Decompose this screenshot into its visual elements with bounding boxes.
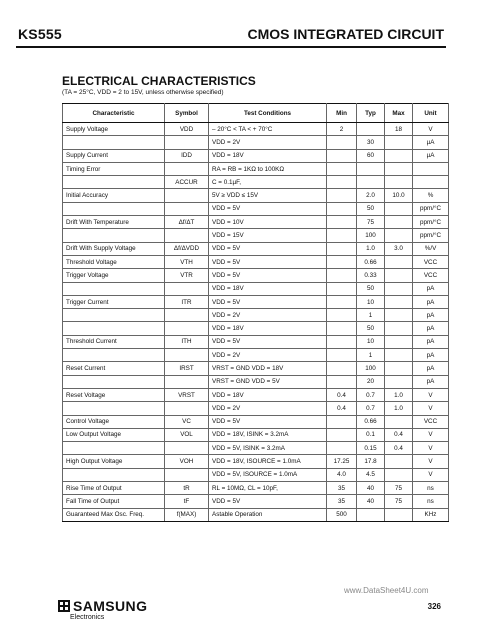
test-conditions-cell: – 20°C < TA < + 70°C — [209, 123, 327, 136]
typ-cell: 40 — [357, 482, 385, 495]
table-row — [63, 455, 449, 468]
part-number: KS555 — [18, 26, 62, 42]
typ-cell — [357, 508, 385, 521]
electrical-characteristics-table — [62, 103, 449, 522]
table-row — [63, 189, 449, 202]
symbol-cell — [165, 202, 209, 215]
max-cell — [385, 229, 413, 242]
column-header: Unit — [413, 104, 449, 123]
test-conditions-cell: 5V ≥ VDD ≤ 15V — [209, 189, 327, 202]
table-row — [63, 123, 449, 136]
unit-cell: pA — [413, 309, 449, 322]
page-number: 326 — [427, 602, 441, 611]
typ-cell — [357, 162, 385, 175]
test-conditions-cell: VDD = 18V — [209, 388, 327, 401]
max-cell — [385, 508, 413, 521]
symbol-cell: tR — [165, 482, 209, 495]
symbol-cell: f(MAX) — [165, 508, 209, 521]
table-row — [63, 322, 449, 335]
test-conditions-cell: VRST = GND VDD = 18V — [209, 362, 327, 375]
max-cell: 1.0 — [385, 388, 413, 401]
max-cell — [385, 176, 413, 189]
characteristic-cell: Supply Current — [63, 149, 165, 162]
characteristic-cell: Reset Voltage — [63, 388, 165, 401]
typ-cell: 17.8 — [357, 455, 385, 468]
table-body — [63, 123, 449, 522]
table-row — [63, 375, 449, 388]
section-conditions: (TA = 25°C, VDD = 2 to 15V, unless otherwise specified) — [62, 89, 224, 96]
table-row — [63, 362, 449, 375]
test-conditions-cell: VDD = 18V — [209, 322, 327, 335]
unit-cell: VCC — [413, 415, 449, 428]
characteristic-cell — [63, 309, 165, 322]
min-cell: 35 — [327, 482, 357, 495]
unit-cell: pA — [413, 349, 449, 362]
max-cell — [385, 269, 413, 282]
symbol-cell — [165, 442, 209, 455]
max-cell — [385, 162, 413, 175]
unit-cell — [413, 162, 449, 175]
watermark: www.DataSheet4U.com — [344, 586, 429, 595]
table-row — [63, 442, 449, 455]
characteristic-cell — [63, 136, 165, 149]
max-cell: 0.4 — [385, 442, 413, 455]
test-conditions-cell: VDD = 5V — [209, 335, 327, 348]
test-conditions-cell: VDD = 18V — [209, 282, 327, 295]
min-cell — [327, 282, 357, 295]
min-cell — [327, 375, 357, 388]
samsung-logo — [58, 598, 147, 614]
max-cell — [385, 455, 413, 468]
unit-cell: pA — [413, 322, 449, 335]
unit-cell: KHz — [413, 508, 449, 521]
unit-cell: pA — [413, 282, 449, 295]
test-conditions-cell: VDD = 5V — [209, 295, 327, 308]
unit-cell: ns — [413, 482, 449, 495]
max-cell — [385, 309, 413, 322]
test-conditions-cell: VDD = 2V — [209, 309, 327, 322]
symbol-cell: VTR — [165, 269, 209, 282]
min-cell — [327, 309, 357, 322]
unit-cell: ppm/°C — [413, 202, 449, 215]
characteristic-cell: Guaranteed Max Osc. Freq. — [63, 508, 165, 521]
symbol-cell: VOL — [165, 428, 209, 441]
test-conditions-cell: VDD = 5V — [209, 255, 327, 268]
symbol-cell — [165, 468, 209, 481]
typ-cell: 0.15 — [357, 442, 385, 455]
unit-cell: pA — [413, 295, 449, 308]
min-cell — [327, 428, 357, 441]
min-cell — [327, 322, 357, 335]
typ-cell: 20 — [357, 375, 385, 388]
min-cell — [327, 189, 357, 202]
characteristic-cell: Supply Voltage — [63, 123, 165, 136]
column-header: Max — [385, 104, 413, 123]
characteristic-cell — [63, 229, 165, 242]
max-cell — [385, 216, 413, 229]
min-cell — [327, 242, 357, 255]
unit-cell: µA — [413, 149, 449, 162]
table-row — [63, 242, 449, 255]
unit-cell: V — [413, 428, 449, 441]
min-cell — [327, 202, 357, 215]
symbol-cell — [165, 309, 209, 322]
max-cell: 0.4 — [385, 428, 413, 441]
column-header: Test Conditions — [209, 104, 327, 123]
characteristic-cell: Trigger Current — [63, 295, 165, 308]
max-cell — [385, 362, 413, 375]
typ-cell: 30 — [357, 136, 385, 149]
min-cell — [327, 229, 357, 242]
unit-cell: pA — [413, 335, 449, 348]
max-cell — [385, 468, 413, 481]
table-row — [63, 229, 449, 242]
min-cell — [327, 335, 357, 348]
characteristic-cell — [63, 468, 165, 481]
typ-cell: 10 — [357, 295, 385, 308]
table-row — [63, 349, 449, 362]
symbol-cell: IDD — [165, 149, 209, 162]
symbol-cell — [165, 375, 209, 388]
table-row — [63, 216, 449, 229]
table-header-row — [63, 104, 449, 123]
unit-cell: ppm/°C — [413, 229, 449, 242]
test-conditions-cell: RA = RB = 1KΩ to 100KΩ — [209, 162, 327, 175]
table-row — [63, 176, 449, 189]
unit-cell: pA — [413, 362, 449, 375]
characteristic-cell — [63, 349, 165, 362]
unit-cell: V — [413, 388, 449, 401]
table-row — [63, 402, 449, 415]
symbol-cell: tF — [165, 495, 209, 508]
min-cell — [327, 349, 357, 362]
max-cell — [385, 415, 413, 428]
min-cell — [327, 176, 357, 189]
test-conditions-cell: Astable Operation — [209, 508, 327, 521]
table-row — [63, 295, 449, 308]
symbol-cell: VOH — [165, 455, 209, 468]
max-cell: 3.0 — [385, 242, 413, 255]
table-row — [63, 269, 449, 282]
max-cell: 10.0 — [385, 189, 413, 202]
unit-cell: ns — [413, 495, 449, 508]
symbol-cell: ITH — [165, 335, 209, 348]
min-cell: 35 — [327, 495, 357, 508]
typ-cell: 0.66 — [357, 415, 385, 428]
characteristic-cell: Low Output Voltage — [63, 428, 165, 441]
column-header: Min — [327, 104, 357, 123]
characteristic-cell — [63, 402, 165, 415]
typ-cell: 4.5 — [357, 468, 385, 481]
brand-division: Electronics — [70, 614, 105, 621]
typ-cell: 50 — [357, 322, 385, 335]
typ-cell: 0.7 — [357, 402, 385, 415]
symbol-cell — [165, 402, 209, 415]
table-row — [63, 162, 449, 175]
symbol-cell — [165, 229, 209, 242]
test-conditions-cell: VDD = 5V, ISOURCE = 1.0mA — [209, 468, 327, 481]
min-cell — [327, 295, 357, 308]
max-cell — [385, 255, 413, 268]
table-row — [63, 202, 449, 215]
unit-cell: VCC — [413, 269, 449, 282]
typ-cell: 1.0 — [357, 242, 385, 255]
unit-cell: V — [413, 468, 449, 481]
characteristic-cell: High Output Voltage — [63, 455, 165, 468]
test-conditions-cell: VDD = 5V, ISINK = 3.2mA — [209, 442, 327, 455]
symbol-cell: Δf/ΔT — [165, 216, 209, 229]
table-row — [63, 468, 449, 481]
table-row — [63, 282, 449, 295]
unit-cell: V — [413, 123, 449, 136]
min-cell — [327, 415, 357, 428]
test-conditions-cell: VDD = 10V — [209, 216, 327, 229]
min-cell — [327, 162, 357, 175]
max-cell — [385, 149, 413, 162]
unit-cell: %/V — [413, 242, 449, 255]
typ-cell: 50 — [357, 282, 385, 295]
symbol-cell — [165, 162, 209, 175]
characteristic-cell: Rise Time of Output — [63, 482, 165, 495]
test-conditions-cell: C = 0.1µF, — [209, 176, 327, 189]
min-cell — [327, 216, 357, 229]
table-row — [63, 255, 449, 268]
table-row — [63, 508, 449, 521]
typ-cell: 1 — [357, 309, 385, 322]
max-cell — [385, 202, 413, 215]
typ-cell: 100 — [357, 362, 385, 375]
column-header: Characteristic — [63, 104, 165, 123]
table-row — [63, 309, 449, 322]
characteristic-cell: Initial Accuracy — [63, 189, 165, 202]
unit-cell: % — [413, 189, 449, 202]
characteristic-cell: Trigger Voltage — [63, 269, 165, 282]
characteristic-cell — [63, 282, 165, 295]
min-cell — [327, 255, 357, 268]
column-header: Symbol — [165, 104, 209, 123]
min-cell: 500 — [327, 508, 357, 521]
test-conditions-cell: VDD = 5V — [209, 269, 327, 282]
typ-cell: 40 — [357, 495, 385, 508]
unit-cell: V — [413, 402, 449, 415]
max-cell: 75 — [385, 495, 413, 508]
table-row — [63, 136, 449, 149]
typ-cell: 1 — [357, 349, 385, 362]
min-cell — [327, 269, 357, 282]
min-cell: 0.4 — [327, 402, 357, 415]
min-cell — [327, 136, 357, 149]
typ-cell: 2.0 — [357, 189, 385, 202]
characteristic-cell: Fall Time of Output — [63, 495, 165, 508]
symbol-cell: VRST — [165, 388, 209, 401]
symbol-cell — [165, 349, 209, 362]
unit-cell: V — [413, 442, 449, 455]
characteristic-cell — [63, 442, 165, 455]
typ-cell: 0.1 — [357, 428, 385, 441]
test-conditions-cell: VDD = 5V — [209, 242, 327, 255]
characteristic-cell — [63, 375, 165, 388]
test-conditions-cell: VDD = 18V — [209, 149, 327, 162]
symbol-cell — [165, 322, 209, 335]
test-conditions-cell: VDD = 5V — [209, 495, 327, 508]
max-cell — [385, 295, 413, 308]
section-title: ELECTRICAL CHARACTERISTICS — [62, 74, 256, 88]
symbol-cell — [165, 282, 209, 295]
max-cell — [385, 375, 413, 388]
test-conditions-cell: VDD = 18V, ISOURCE = 1.0mA — [209, 455, 327, 468]
test-conditions-cell: RL = 10MΩ, CL = 10pF, — [209, 482, 327, 495]
max-cell: 75 — [385, 482, 413, 495]
min-cell: 4.0 — [327, 468, 357, 481]
test-conditions-cell: VDD = 5V — [209, 415, 327, 428]
unit-cell: VCC — [413, 255, 449, 268]
symbol-cell: IRST — [165, 362, 209, 375]
test-conditions-cell: VRST = GND VDD = 5V — [209, 375, 327, 388]
max-cell — [385, 335, 413, 348]
table-row — [63, 495, 449, 508]
typ-cell: 0.7 — [357, 388, 385, 401]
characteristic-cell: Control Voltage — [63, 415, 165, 428]
min-cell: 17.25 — [327, 455, 357, 468]
typ-cell: 50 — [357, 202, 385, 215]
table-row — [63, 335, 449, 348]
test-conditions-cell: VDD = 2V — [209, 402, 327, 415]
unit-cell: pA — [413, 375, 449, 388]
characteristic-cell: Drift With Supply Voltage — [63, 242, 165, 255]
characteristic-cell: Reset Current — [63, 362, 165, 375]
unit-cell: ppm/°C — [413, 216, 449, 229]
min-cell: 2 — [327, 123, 357, 136]
unit-cell: µA — [413, 136, 449, 149]
characteristic-cell: Threshold Current — [63, 335, 165, 348]
table-row — [63, 482, 449, 495]
characteristic-cell: Threshold Voltage — [63, 255, 165, 268]
characteristic-cell: Timing Error — [63, 162, 165, 175]
max-cell — [385, 349, 413, 362]
test-conditions-cell: VDD = 5V — [209, 202, 327, 215]
test-conditions-cell: VDD = 2V — [209, 136, 327, 149]
samsung-emblem-icon — [58, 600, 70, 612]
typ-cell: 10 — [357, 335, 385, 348]
symbol-cell: VDD — [165, 123, 209, 136]
table-row — [63, 149, 449, 162]
symbol-cell: ACCUR — [165, 176, 209, 189]
max-cell: 18 — [385, 123, 413, 136]
typ-cell: 100 — [357, 229, 385, 242]
symbol-cell: ITR — [165, 295, 209, 308]
typ-cell: 0.66 — [357, 255, 385, 268]
test-conditions-cell: VDD = 2V — [209, 349, 327, 362]
table-row — [63, 428, 449, 441]
table-row — [63, 388, 449, 401]
symbol-cell: VTH — [165, 255, 209, 268]
characteristic-cell: Drift With Temperature — [63, 216, 165, 229]
test-conditions-cell: VDD = 15V — [209, 229, 327, 242]
symbol-cell: Δf/ΔVDD — [165, 242, 209, 255]
typ-cell — [357, 176, 385, 189]
typ-cell: 60 — [357, 149, 385, 162]
max-cell — [385, 282, 413, 295]
test-conditions-cell: VDD = 18V, ISINK = 3.2mA — [209, 428, 327, 441]
characteristic-cell — [63, 202, 165, 215]
symbol-cell — [165, 136, 209, 149]
symbol-cell: VC — [165, 415, 209, 428]
characteristic-cell — [63, 176, 165, 189]
unit-cell: V — [413, 455, 449, 468]
table-row — [63, 415, 449, 428]
min-cell — [327, 362, 357, 375]
typ-cell — [357, 123, 385, 136]
max-cell: 1.0 — [385, 402, 413, 415]
min-cell — [327, 149, 357, 162]
typ-cell: 0.33 — [357, 269, 385, 282]
column-header: Typ — [357, 104, 385, 123]
header-divider — [16, 46, 446, 48]
characteristic-cell — [63, 322, 165, 335]
brand-name: SAMSUNG — [73, 598, 148, 614]
document-title: CMOS INTEGRATED CIRCUIT — [247, 26, 444, 42]
max-cell — [385, 136, 413, 149]
typ-cell: 75 — [357, 216, 385, 229]
min-cell — [327, 442, 357, 455]
symbol-cell — [165, 189, 209, 202]
max-cell — [385, 322, 413, 335]
unit-cell — [413, 176, 449, 189]
min-cell: 0.4 — [327, 388, 357, 401]
